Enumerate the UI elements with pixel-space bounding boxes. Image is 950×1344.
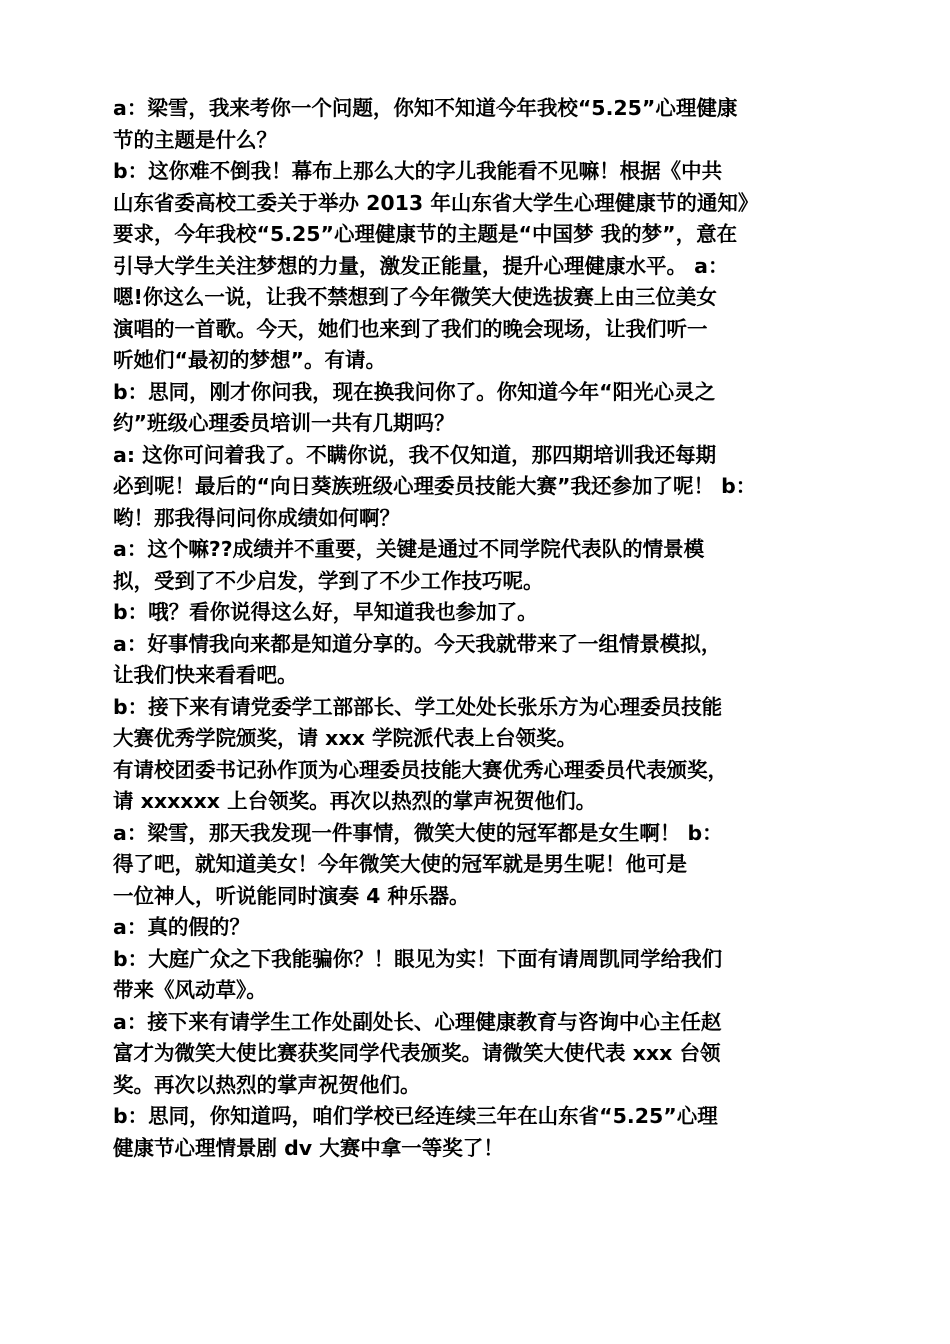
text-line: a：这个嘛??成绩并不重要，关键是通过不同学院代表队的情景模: [113, 537, 705, 561]
text-line: 必到呢！最后的“向日葵族班级心理委员技能大赛”我还参加了呢！ b：: [113, 474, 757, 498]
text-line: a：梁雪，我来考你一个问题，你知不知道今年我校“5.25”心理健康: [113, 96, 738, 120]
text-line: 听她们“最初的梦想”。有请。: [113, 348, 386, 372]
text-line: 让我们快来看看吧。: [113, 663, 298, 687]
text-line: 演唱的一首歌。今天，她们也来到了我们的晚会现场，让我们听一: [113, 316, 708, 341]
text-line: b：大庭广众之下我能骗你？！眼见为实！下面有请周凯同学给我们: [113, 946, 723, 971]
text-line: a：梁雪，那天我发现一件事情，微笑大使的冠军都是女生啊！ b：: [113, 820, 723, 845]
text-line: a：好事情我向来都是知道分享的。今天我就带来了一组情景模拟，: [113, 631, 722, 656]
text-line: 山东省委高校工委关于举办 2013 年山东省大学生心理健康节的通知》: [113, 190, 759, 215]
text-line: 富才为微笑大使比赛获奖同学代表颁奖。请微笑大使代表 xxx 台领: [113, 1041, 721, 1065]
text-line: a: 这你可问着我了。不瞒你说，我不仅知道，那四期培训我还每期: [113, 442, 717, 467]
text-line: 嗯!你这么一说，让我不禁想到了今年微笑大使选拔赛上由三位美女: [113, 285, 717, 309]
text-line: 奖。再次以热烈的掌声祝贺他们。: [113, 1072, 421, 1097]
text-line: b：这你难不倒我！幕布上那么大的字儿我能看不见嘛！根据《中共: [113, 159, 723, 183]
text-line: 有请校团委书记孙作顶为心理委员技能大赛优秀心理委员代表颁奖，: [113, 757, 728, 782]
script-text: [113, 93, 858, 1164]
text-line: 请 xxxxxx 上台领奖。再次以热烈的掌声祝贺他们。: [113, 789, 597, 813]
text-line: 引导大学生关注梦想的力量，激发正能量，提升心理健康水平。 a：: [113, 253, 729, 278]
text-line: 健康节心理情景剧 dv 大赛中拿一等奖了！: [113, 1135, 504, 1160]
text-line: 得了吧，就知道美女！今年微笑大使的冠军就是男生呢！他可是: [113, 852, 687, 876]
text-line: 节的主题是什么？: [113, 127, 277, 152]
text-line: b：哦？看你说得这么好，早知道我也参加了。: [113, 600, 538, 624]
text-line: a：接下来有请学生工作处副处长、心理健康教育与咨询中心主任赵: [113, 1009, 722, 1034]
text-line: 要求，今年我校“5.25”心理健康节的主题是“中国梦 我的梦”，意在: [113, 222, 738, 246]
text-line: 大赛优秀学院颁奖，请 xxx 学院派代表上台领奖。: [113, 726, 577, 750]
text-line: b：思同，刚才你问我，现在换我问你了。你知道今年“阳光心灵之: [113, 379, 716, 404]
text-line: 拟，受到了不少启发，学到了不少工作技巧呢。: [113, 568, 544, 593]
text-line: b：接下来有请党委学工部部长、学工处处长张乐方为心理委员技能: [113, 694, 723, 719]
text-line: b：思同，你知道吗，咱们学校已经连续三年在山东省“5.25”心理: [113, 1104, 718, 1128]
text-line: 约”班级心理委员培训一共有几期吗？: [113, 411, 455, 435]
text-line: 哟！那我得问问你成绩如何啊？: [113, 505, 400, 530]
text-line: 带来《风动草》。: [113, 978, 267, 1002]
text-line: 一位神人，听说能同时演奏 4 种乐器。: [113, 883, 470, 908]
text-line: a：真的假的？: [113, 915, 250, 939]
